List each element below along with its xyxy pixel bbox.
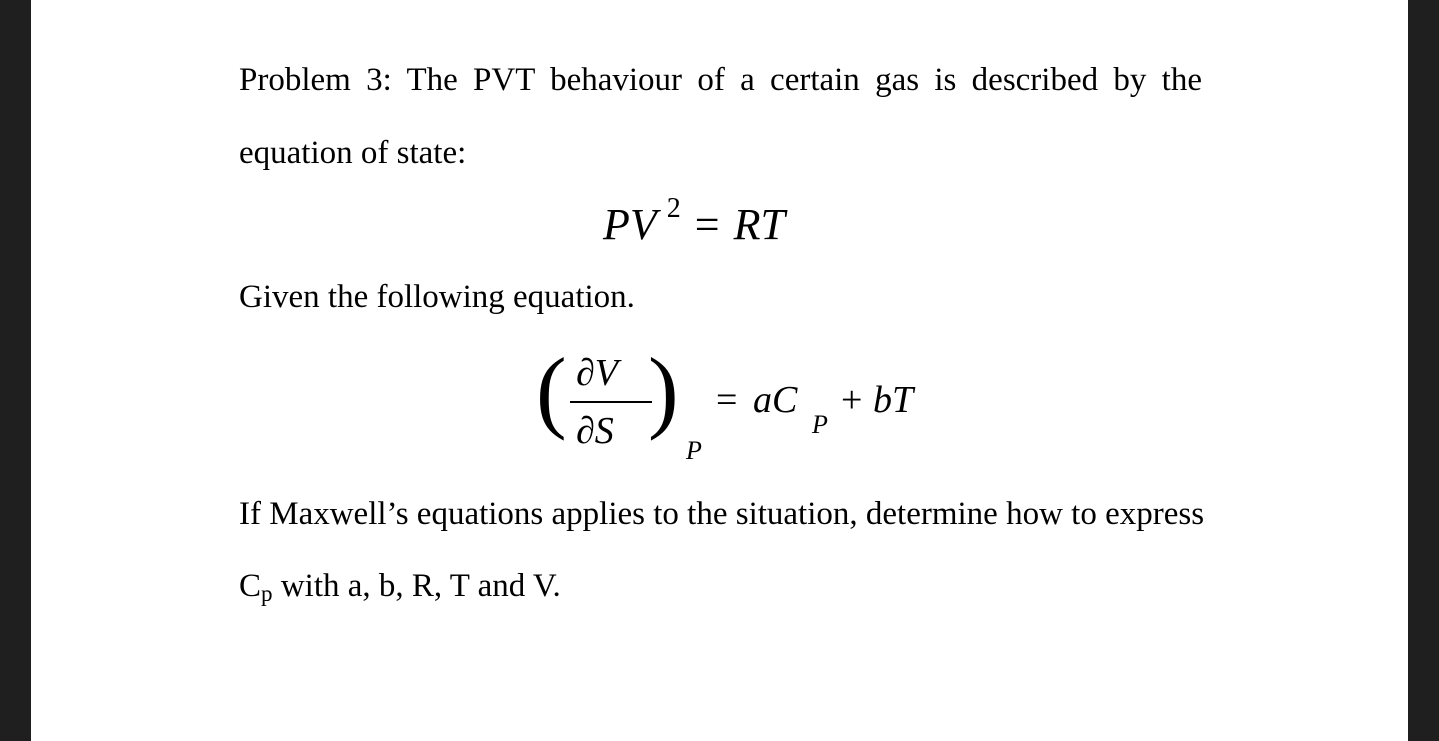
eq1-rhs: RT: [733, 200, 785, 249]
question-line-2: [239, 568, 561, 607]
problem-statement-line-2: equation of state:: [239, 135, 467, 171]
eq2-right-paren: ): [648, 339, 679, 441]
eq2-term2: bT: [873, 379, 914, 421]
eq1-lhs: PV: [603, 200, 657, 249]
eq2-term1-subscript: P: [812, 410, 828, 439]
question-line-2-rest: with a, b, R, T and V.: [272, 568, 561, 604]
document-page: [31, 0, 1408, 741]
equation-of-state: [603, 193, 785, 249]
eq2-plus: +: [841, 379, 863, 421]
given-equation-line: Given the following equation.: [239, 279, 635, 315]
eq2-left-paren: (: [536, 339, 567, 441]
eq1-equals: =: [694, 200, 720, 249]
eq2-equals: =: [716, 379, 738, 421]
partial-derivative-equation: [536, 339, 936, 465]
eq2-denominator: ∂S: [576, 410, 614, 452]
question-line-1: If Maxwell’s equations applies to the situation, determine how to express: [239, 496, 1205, 532]
problem-statement-line-1: Problem 3: The PVT behaviour of a certain gas is described by the: [239, 62, 1202, 98]
eq2-outer-subscript: P: [686, 436, 702, 465]
eq1-exponent: 2: [666, 193, 681, 224]
eq2-numerator: ∂V: [576, 352, 618, 394]
cp-symbol: C: [239, 568, 262, 604]
eq2-term1: aC: [753, 379, 798, 421]
cp-subscript: p: [261, 580, 273, 607]
eq2-fraction-bar: [570, 401, 652, 403]
